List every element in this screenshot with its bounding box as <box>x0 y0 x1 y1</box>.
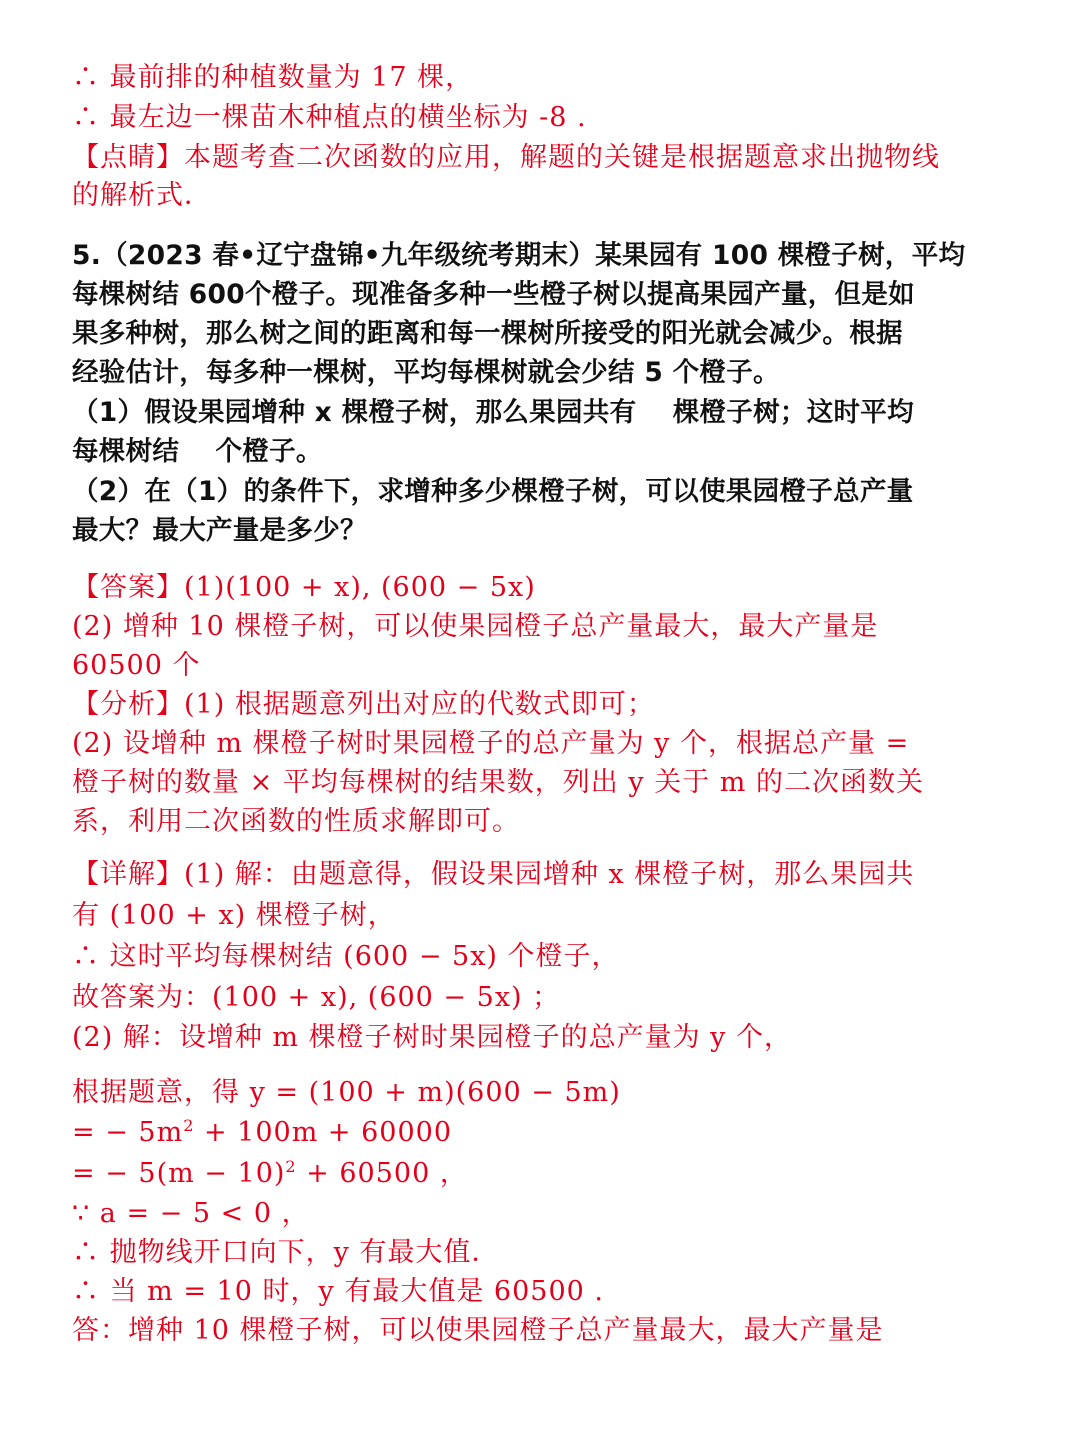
analysis-line-1: 【分析】(1) 根据题意列出对应的代数式即可； <box>72 689 655 720</box>
question-part-2-line-1: （2）在（1）的条件下，求增种多少棵橙子树，可以使果园橙子总产量 <box>72 476 914 507</box>
solution-line-5: (2) 解：设增种 m 棵橙子树时果园橙子的总产量为 y 个， <box>72 1022 793 1053</box>
key-point-line-2: 的解析式． <box>72 180 212 211</box>
answer-line-3: 60500 个 <box>72 650 201 681</box>
conclusion-leftmost-x: ∴ 最左边一棵苗木种植点的横坐标为 -8 . <box>72 102 587 133</box>
question-part-2-line-2: 最大？最大产量是多少？ <box>72 515 367 546</box>
analysis-line-3: 橙子树的数量 × 平均每棵树的结果数，列出 y 关于 m 的二次函数关 <box>72 767 924 798</box>
solution-line-1: 【详解】(1) 解：由题意得，假设果园增种 x 棵橙子树，那么果园共 <box>72 859 915 890</box>
conclusion-front-row: ∴ 最前排的种植数量为 17 棵， <box>72 62 474 93</box>
equation-part: + 60500 ， <box>296 1158 468 1189</box>
equation-part: = − 5(m − 10) <box>72 1158 286 1189</box>
question-line-4: 经验估计，每多种一棵树，平均每棵树就会少结 5 个橙子。 <box>72 357 780 388</box>
equation-part: + 100m + 60000 <box>194 1117 452 1148</box>
solution-line-4: 故答案为：(100 + x), (600 − 5x) ； <box>72 982 561 1013</box>
solution-line-7 <box>72 1113 452 1153</box>
solution-line-11: ∴ 当 m = 10 时，y 有最大值是 60500 . <box>72 1276 604 1307</box>
answer-line-1: 【答案】(1)(100 + x), (600 − 5x) <box>72 572 536 603</box>
solution-line-3: ∴ 这时平均每棵树结 (600 − 5x) 个橙子， <box>72 941 620 972</box>
solution-line-6: 根据题意，得 y = (100 + m)(600 − 5m) <box>72 1077 621 1108</box>
solution-line-8 <box>72 1154 468 1194</box>
solution-line-9: ∵ a = − 5 < 0 ， <box>72 1198 310 1229</box>
key-point-line-1: 【点睛】本题考查二次函数的应用，解题的关键是根据题意求出抛物线 <box>72 142 940 173</box>
question-part-1-line-1: （1）假设果园增种 x 棵橙子树，那么果园共有 棵橙子树；这时平均 <box>72 397 914 428</box>
solution-line-2: 有 (100 + x) 棵橙子树， <box>72 900 396 931</box>
solution-line-10: ∴ 抛物线开口向下，y 有最大值． <box>72 1237 500 1268</box>
answer-line-2: (2) 增种 10 棵橙子树，可以使果园橙子总产量最大，最大产量是 <box>72 611 879 642</box>
equation-part: = − 5m <box>72 1117 184 1148</box>
exponent: 2 <box>285 1157 297 1176</box>
question-part-1-line-2: 每棵树结 个橙子。 <box>72 436 323 467</box>
question-line-2: 每棵树结 600个橙子。现准备多种一些橙子树以提高果园产量，但是如 <box>72 279 915 310</box>
exponent: 2 <box>183 1116 195 1135</box>
analysis-line-2: (2) 设增种 m 棵橙子树时果园橙子的总产量为 y 个，根据总产量 = <box>72 728 910 759</box>
question-line-1: 5.（2023 春•辽宁盘锦•九年级统考期末）某果园有 100 棵橙子树，平均 <box>72 240 966 271</box>
analysis-line-4: 系，利用二次函数的性质求解即可。 <box>72 806 520 837</box>
solution-line-12: 答：增种 10 棵橙子树，可以使果园橙子总产量最大，最大产量是 <box>72 1315 884 1346</box>
question-line-3: 果多种树，那么树之间的距离和每一棵树所接受的阳光就会减少。根据 <box>72 318 903 349</box>
